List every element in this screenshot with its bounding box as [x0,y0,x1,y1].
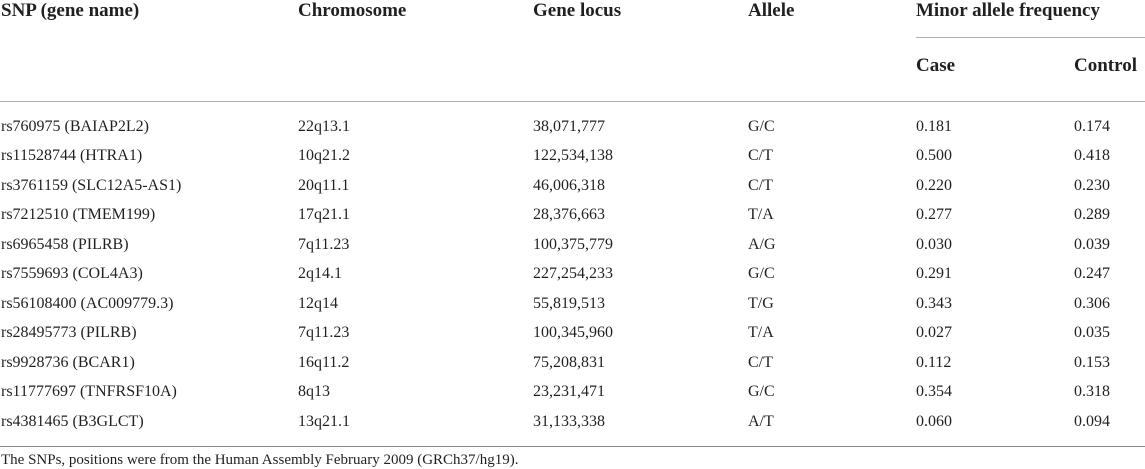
cell-gene-locus: 23,231,471 [533,383,605,401]
cell-snp: rs7559693 (COL4A3) [1,265,143,283]
cell-allele: C/T [748,176,773,194]
cell-chromosome: 16q11.2 [298,353,350,371]
cell-chromosome: 12q14 [298,294,338,312]
cell-gene-locus: 100,375,779 [533,235,613,253]
cell-chromosome: 13q21.1 [298,407,533,446]
cell-case: 0.030 [916,235,952,253]
cell-snp: rs6965458 (PILRB) [1,235,129,253]
table-row [0,102,1145,142]
cell-allele: C/T [748,147,773,165]
header-minor-allele-frequency: Minor allele frequency [916,0,1145,38]
cell-case: 0.060 [916,407,1074,446]
cell-chromosome: 8q13 [298,383,330,401]
cell-allele: C/T [748,353,773,371]
table-row [0,289,1145,319]
cell-snp: rs4381465 (B3GLCT) [0,407,298,446]
header-chromosome: Chromosome [298,0,533,102]
cell-allele: G/C [748,383,775,401]
header-allele: Allele [748,0,916,102]
cell-control: 0.247 [1074,265,1110,283]
cell-gene-locus: 75,208,831 [533,353,605,371]
cell-snp: rs9928736 (BCAR1) [1,353,135,371]
cell-control: 0.230 [1074,176,1110,194]
cell-control: 0.318 [1074,383,1110,401]
cell-case: 0.500 [916,147,952,165]
table-row [0,260,1145,290]
cell-control: 0.306 [1074,294,1110,312]
cell-control: 0.094 [1074,407,1145,446]
table-row [0,142,1145,172]
cell-control: 0.035 [1074,324,1110,342]
cell-allele: A/G [748,235,776,253]
cell-gene-locus: 46,006,318 [533,176,605,194]
cell-chromosome: 22q13.1 [298,117,350,135]
cell-snp: rs11777697 (TNFRSF10A) [1,383,177,401]
cell-gene-locus: 122,534,138 [533,147,613,165]
header-case: Case [916,38,1074,102]
cell-case: 0.112 [916,353,952,371]
table-row [0,230,1145,260]
header-gene-locus: Gene locus [533,0,748,102]
cell-snp: rs7212510 (TMEM199) [1,206,156,224]
cell-gene-locus: 28,376,663 [533,206,605,224]
cell-allele: A/T [748,407,916,446]
cell-case: 0.181 [916,117,952,135]
table-row [0,319,1145,349]
header-snp: SNP (gene name) [0,0,298,102]
table-header [0,0,1145,102]
cell-control: 0.153 [1074,353,1110,371]
cell-allele: G/C [748,265,775,283]
cell-gene-locus: 227,254,233 [533,265,613,283]
cell-gene-locus: 100,345,960 [533,324,613,342]
cell-gene-locus: 31,133,338 [533,407,748,446]
cell-snp: rs760975 (BAIAP2L2) [1,117,149,135]
cell-gene-locus: 55,819,513 [533,294,605,312]
cell-chromosome: 17q21.1 [298,206,350,224]
table-row [0,407,1145,446]
cell-allele: T/A [748,324,774,342]
cell-chromosome: 2q14.1 [298,265,342,283]
table-row [0,378,1145,408]
cell-snp: rs11528744 (HTRA1) [1,147,143,165]
cell-snp: rs28495773 (PILRB) [1,324,137,342]
cell-allele: G/C [748,117,775,135]
table-body [0,102,1145,447]
cell-chromosome: 7q11.23 [298,235,350,253]
cell-allele: T/G [748,294,774,312]
cell-control: 0.039 [1074,235,1110,253]
cell-control: 0.289 [1074,206,1110,224]
cell-chromosome: 10q21.2 [298,147,350,165]
cell-case: 0.291 [916,265,952,283]
table-row [0,171,1145,201]
cell-chromosome: 20q11.1 [298,176,350,194]
cell-snp: rs56108400 (AC009779.3) [1,294,174,312]
cell-snp: rs3761159 (SLC12A5-AS1) [1,176,182,194]
table-row [0,201,1145,231]
table-footnote: The SNPs, positions were from the Human Assembly February 2009 (GRCh37/hg19). [1,452,519,468]
cell-case: 0.277 [916,206,952,224]
cell-case: 0.343 [916,294,952,312]
header-control: Control [1074,38,1145,102]
cell-control: 0.418 [1074,147,1110,165]
cell-control: 0.174 [1074,117,1110,135]
cell-case: 0.220 [916,176,952,194]
cell-chromosome: 7q11.23 [298,324,350,342]
cell-allele: T/A [748,206,774,224]
table-row [0,348,1145,378]
cell-case: 0.027 [916,324,952,342]
cell-gene-locus: 38,071,777 [533,117,605,135]
cell-case: 0.354 [916,383,952,401]
